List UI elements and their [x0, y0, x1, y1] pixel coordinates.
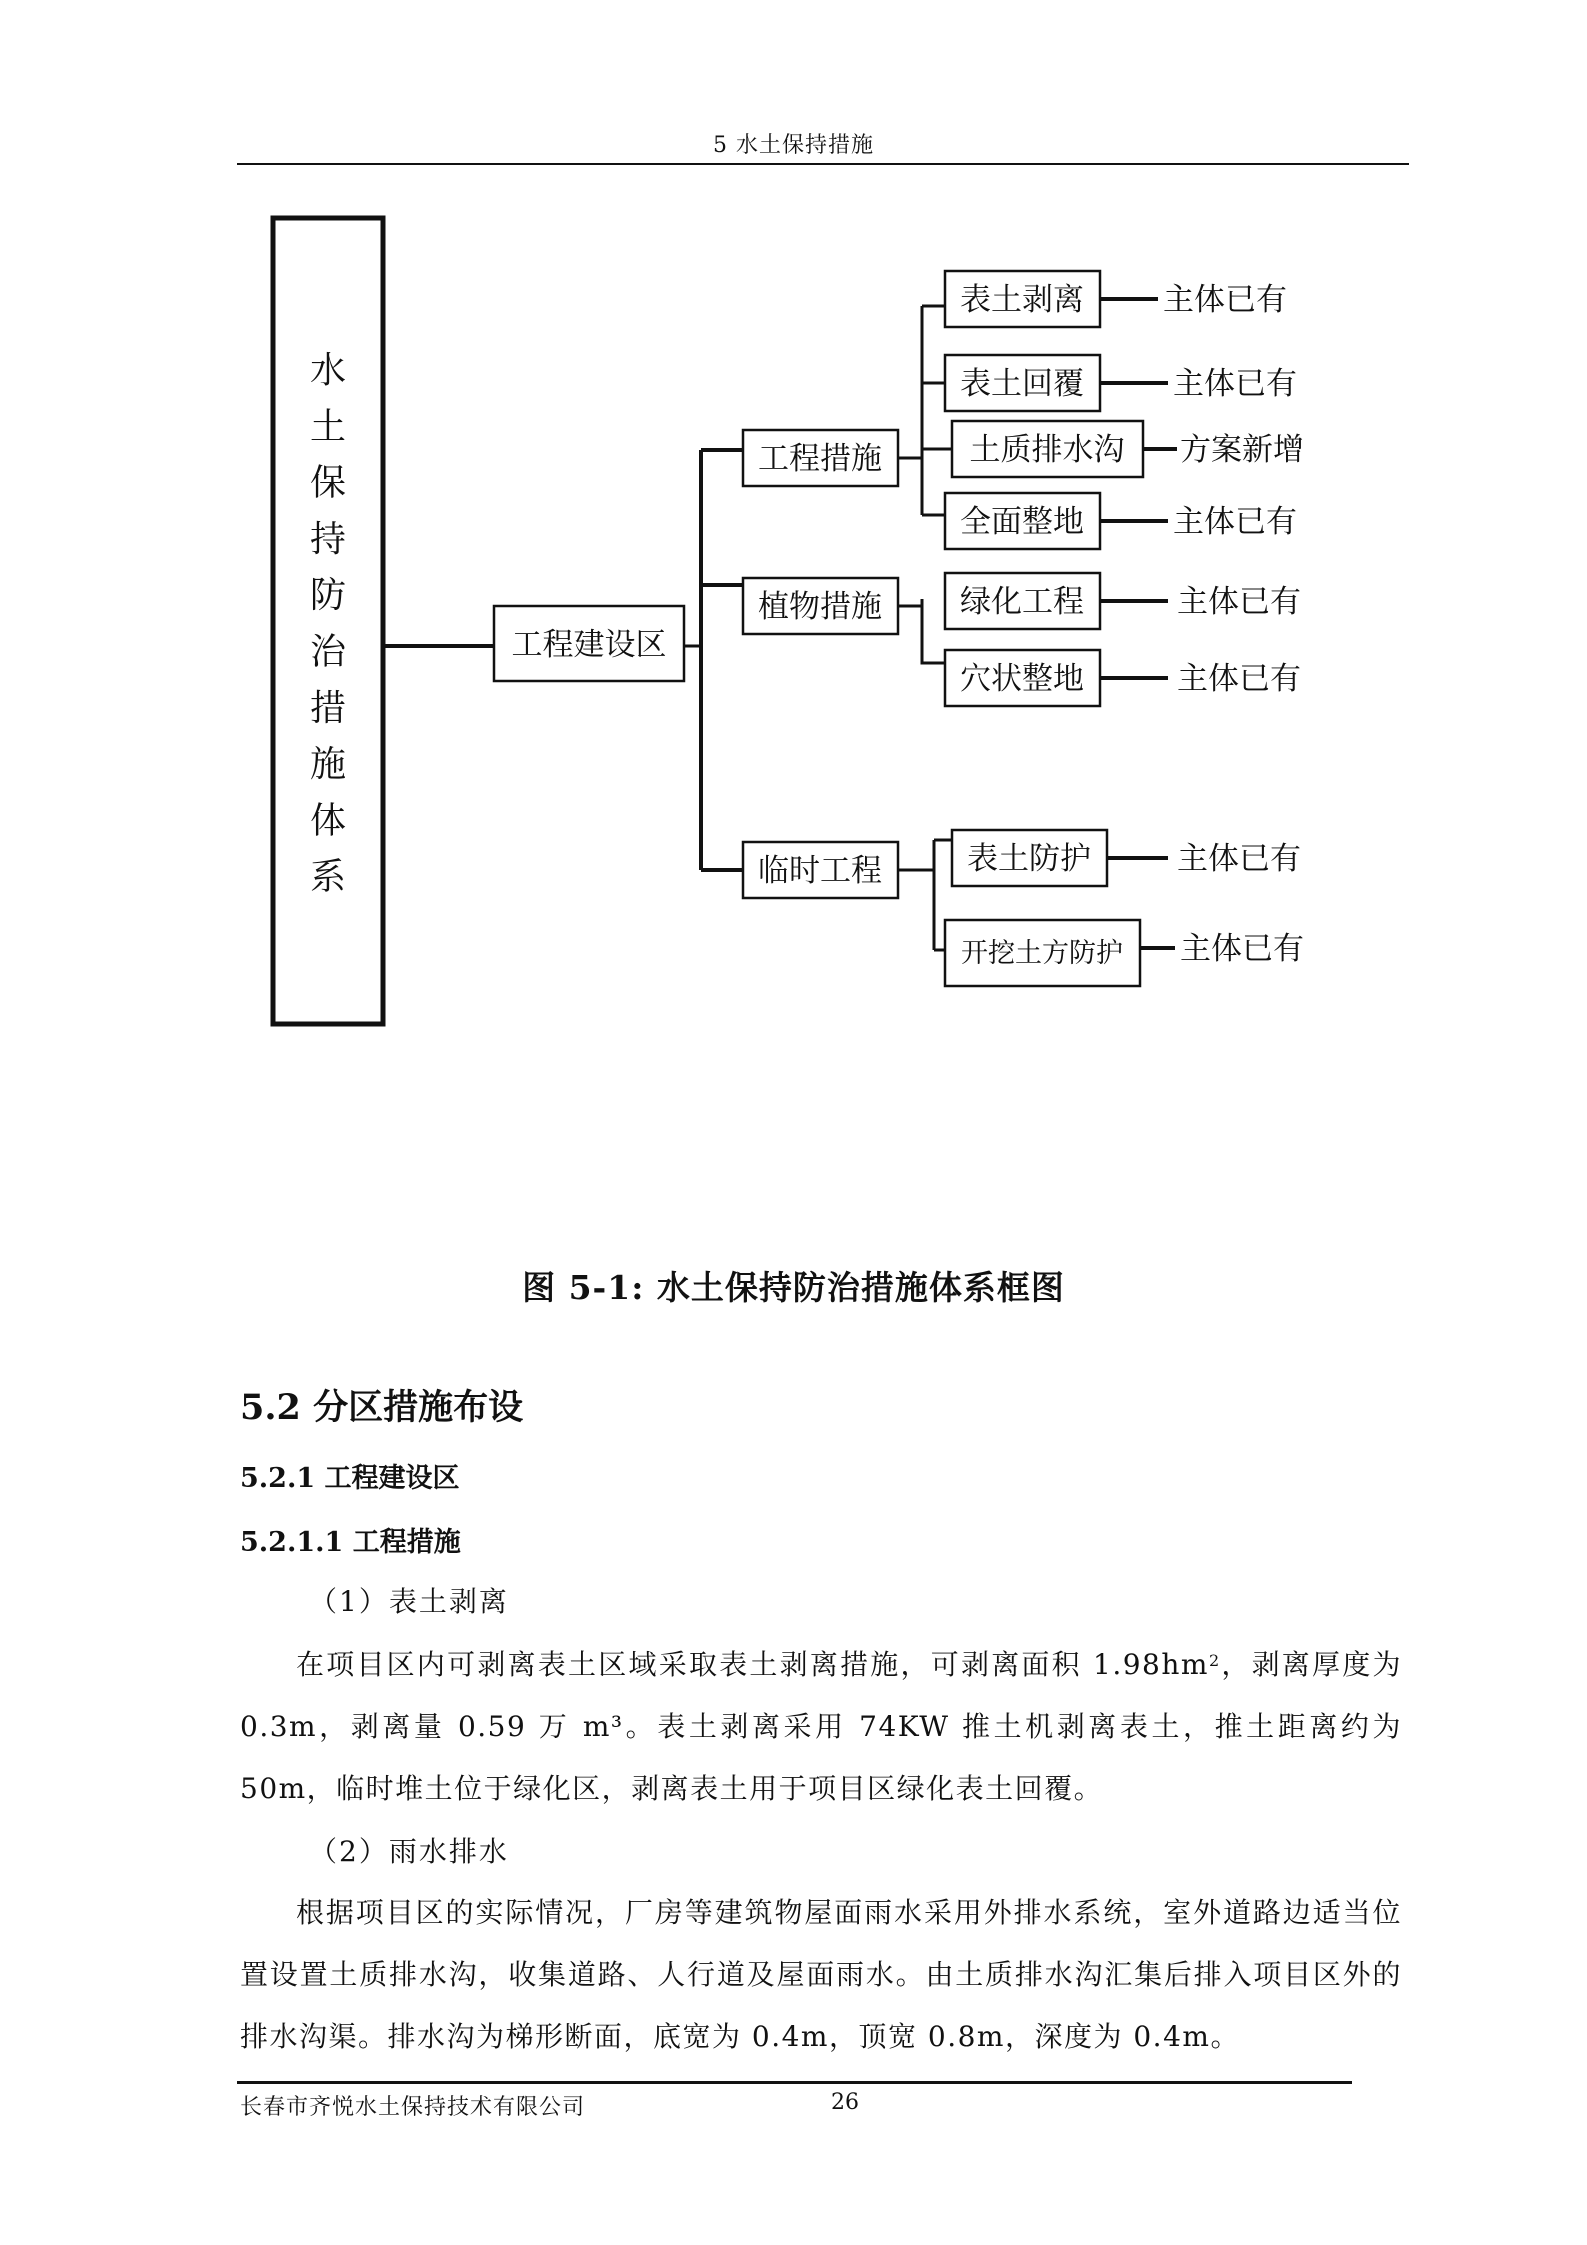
measures-system-diagram	[0, 0, 1587, 1060]
figure-caption: 图 5-1: 水土保持防治措施体系框图	[522, 1268, 1065, 1307]
item-label-2: 表土回覆	[960, 366, 1084, 402]
item-label-6: 穴状整地	[960, 661, 1084, 697]
paragraph-topsoil-b: ，剥离厚度为 0.3m，剥离量 0.59 万 m³。表土剥离采用 74KW 推土机剥离表土，推土距离约为 50m，临时堆土位于绿化区，剥离表土用于项目区绿化表土回覆。	[240, 1648, 1402, 1805]
subsubsection-heading: 5.2.1.1 工程措施	[240, 1527, 461, 1558]
zone-label: 工程建设区	[511, 627, 667, 663]
footer-rule	[237, 2081, 1352, 2084]
item-label-7: 表土防护	[967, 841, 1091, 877]
footer-company: 长春市齐悦水土保持技术有限公司	[240, 2095, 586, 2120]
paragraph-rainwater-text: 根据项目区的实际情况，厂房等建筑物屋面雨水采用外排水系统，室外道路边适当位置设置土质排水沟，收集道路、人行道及屋面雨水。由土质排水沟汇集后排入项目区外的排水沟渠。排水沟为梯形断面，底宽为 0.4m，顶宽 0.8m，深度为 0.4m。	[240, 1896, 1402, 2053]
page-number: 26	[831, 2090, 859, 2115]
status-label-8: 主体已有	[1180, 931, 1304, 967]
zone-category-bracket	[701, 450, 743, 870]
status-label-6: 主体已有	[1177, 661, 1301, 697]
item-label-3: 土质排水沟	[969, 432, 1125, 468]
status-label-5: 主体已有	[1177, 584, 1301, 620]
paragraph-rainwater	[240, 1882, 1402, 2068]
category-label-plant: 植物措施	[758, 589, 882, 625]
item-heading-topsoil: （1）表土剥离	[309, 1585, 509, 1618]
item-label-1: 表土剥离	[960, 282, 1084, 318]
status-label-7: 主体已有	[1177, 841, 1301, 877]
paragraph-topsoil-a: 在项目区内可剥离表土区域采取表土剥离措施，可剥离面积 1.98hm	[296, 1648, 1209, 1681]
subsection-heading: 5.2.1 工程建设区	[240, 1463, 460, 1494]
item-heading-rainwater: （2）雨水排水	[309, 1835, 509, 1868]
temporary-bracket	[934, 840, 952, 950]
item-label-8: 开挖土方防护	[961, 938, 1123, 969]
category-label-engineering: 工程措施	[758, 441, 882, 477]
section-heading: 5.2 分区措施布设	[240, 1387, 524, 1428]
superscript-2: 2	[1208, 1651, 1221, 1670]
status-label-2: 主体已有	[1173, 366, 1297, 402]
category-label-temporary: 临时工程	[758, 853, 882, 889]
root-label	[310, 350, 347, 898]
status-label-4: 主体已有	[1173, 504, 1297, 540]
paragraph-topsoil	[240, 1634, 1402, 1820]
plant-bracket	[922, 599, 945, 663]
root-label-text: 水土保持防治措施体系	[309, 350, 347, 898]
item-label-4: 全面整地	[960, 504, 1084, 540]
root-box	[273, 218, 383, 1024]
status-label-1: 主体已有	[1163, 282, 1287, 318]
page-header: 5 水土保持措施	[713, 133, 874, 158]
status-label-3: 方案新增	[1180, 432, 1304, 468]
item-label-5: 绿化工程	[960, 584, 1084, 620]
